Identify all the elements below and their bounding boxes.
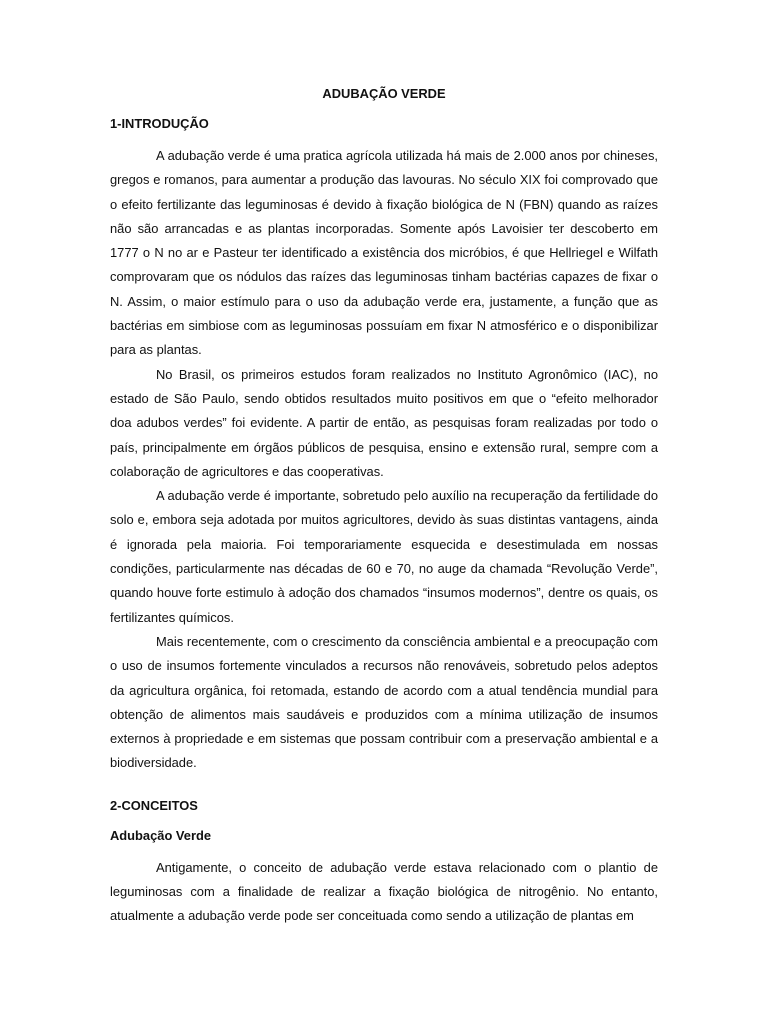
document-title: ADUBAÇÃO VERDE	[322, 86, 446, 101]
section-heading-conceitos: 2-CONCEITOS	[110, 797, 198, 813]
paragraph: No Brasil, os primeiros estudos foram realizados no Instituto Agronômico (IAC), no estado de São Paulo, sendo obtidos resultados muito positivos em que o “efeito melhorador doa adubos verdes” foi evidente. A partir de então, as pesquisas foram realizadas por todo o país, principalmente em órgãos públicos de pesquisa, ensino e extensão rural, sempre com a colaboração de agricultores e das cooperativas.	[110, 366, 658, 479]
document-page	[110, 84, 658, 929]
paragraph: A adubação verde é uma pratica agrícola utilizada há mais de 2.000 anos por chineses, gregos e romanos, para aumentar a produção das lavouras. No século XIX foi comprovado que o efeito fertilizante das leguminosas é devido à fixação biológica de N (FBN) quando as raízes não são arrancadas e as plantas incorporadas. Somente após Lavoisier ter descoberto em 1777 o N no ar e Pasteur ter identificado a existência dos micróbios, é que Hellriegel e Wilfath comprovaram que os nódulos das raízes das leguminosas tinham bactérias capazes de fixar o N. Assim, o maior estímulo para o uso da adubação verde era, justamente, a função que as bactérias em simbiose com as leguminosas possuíam em fixar N atmosférico e o disponibilizar para as plantas.	[110, 148, 658, 358]
subsection-heading-adubacao-verde: Adubação Verde	[110, 827, 212, 843]
section-spacer	[110, 776, 658, 796]
paragraph: Antigamente, o conceito de adubação verde estava relacionado com o plantio de leguminosas com a finalidade de realizar a fixação biológica de nitrogênio. No entanto, atualmente a adubação verde pode ser conceituada como sendo a utilização de plantas em	[110, 859, 658, 924]
section-heading-introducao: 1-INTRODUÇÃO	[110, 116, 209, 131]
paragraph: A adubação verde é importante, sobretudo pelo auxílio na recuperação da fertilidade do solo e, embora seja adotada por muitos agricultores, devido às suas distintas vantagens, ainda é ignorada pela maioria. Foi temporariamente esquecida e desestimulada em nossas condições, particularmente nas décadas de 60 e 70, no auge da chamada “Revolução Verde”, quando houve forte estimulo à adoção dos chamados “insumos modernos”, dentre os quais, os fertilizantes químicos.	[110, 488, 658, 625]
paragraph: Mais recentemente, com o crescimento da consciência ambiental e a preocupação com o uso de insumos fortemente vinculados a recursos não renováveis, sobretudo pelos adeptos da agricultura orgânica, foi retomada, estando de acordo com a atual tendência mundial para obtenção de alimentos mais saudáveis e produzidos com a mínima utilização de insumos externos à propriedade e em sistemas que possam contribuir com a preservação ambiental e a biodiversidade.	[110, 633, 658, 771]
